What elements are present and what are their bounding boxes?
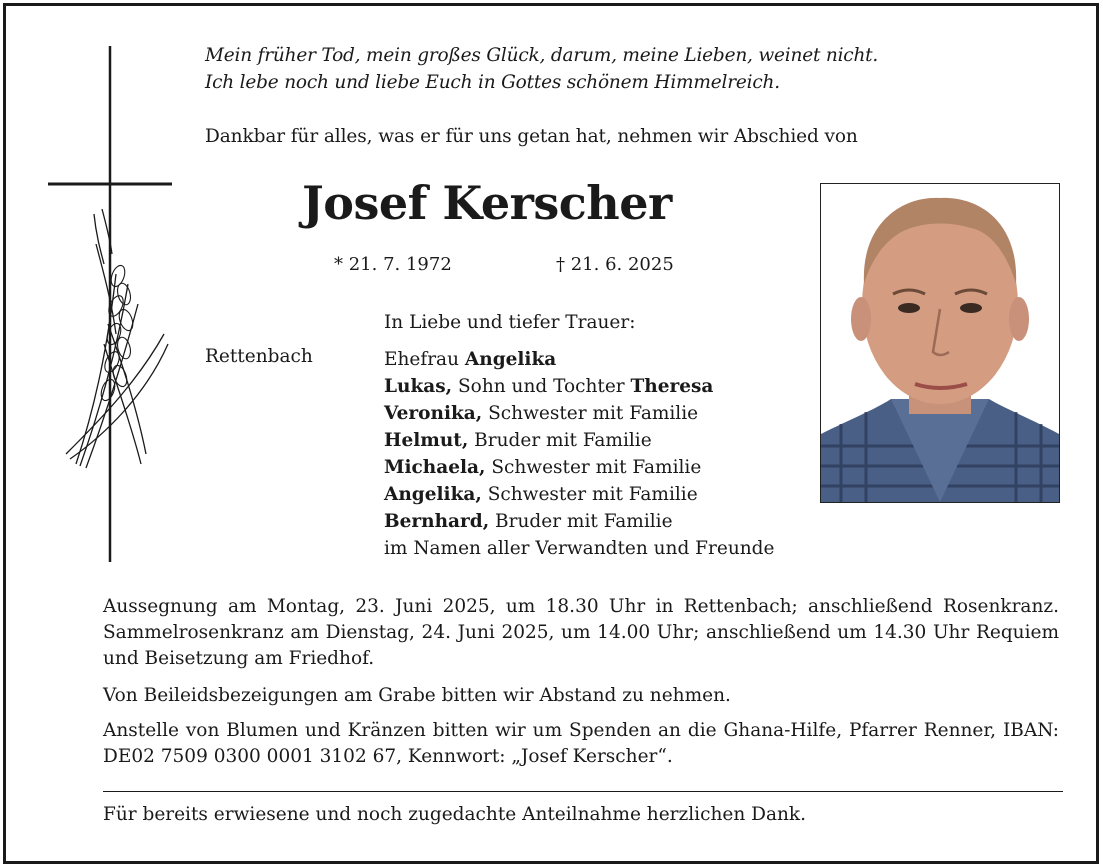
- farewell-intro: Dankbar für alles, was er für uns getan hat, nehmen wir Abschied von: [205, 126, 858, 147]
- verse-line-2: Ich lebe noch und liebe Euch in Gottes schönem Himmelreich.: [205, 72, 780, 93]
- portrait-photo: [820, 183, 1060, 503]
- mourning-place: Rettenbach: [205, 346, 313, 367]
- divider: [103, 791, 1063, 792]
- mourner-line: Ehefrau Angelika: [384, 349, 557, 370]
- portrait-icon: [821, 184, 1059, 502]
- final-thanks: Für bereits erwiesene und noch zugedachte Anteilnahme herzlichen Dank.: [103, 804, 806, 825]
- donation-request: Anstelle von Blumen und Kränzen bitten wir um Spenden an die Ghana-Hilfe, Pfarrer Renner, IBAN: DE02 7509 0300 0001 3102 67, Kennwort: „Josef Kerscher“.: [103, 720, 1059, 767]
- verse-line-1: Mein früher Tod, mein großes Glück, darum, meine Lieben, weinet nicht.: [205, 45, 879, 66]
- obituary-notice: [3, 3, 1099, 864]
- birth-date: * 21. 7. 1972: [334, 254, 452, 275]
- mourner-closing: im Namen aller Verwandten und Freunde: [384, 538, 775, 559]
- mourner-line: Lukas, Sohn und Tochter Theresa: [384, 376, 714, 397]
- mourning-heading: In Liebe und tiefer Trauer:: [384, 312, 636, 333]
- mourner-line: Helmut, Bruder mit Familie: [384, 430, 652, 451]
- service-details: Aussegnung am Montag, 23. Juni 2025, um 18.30 Uhr in Rettenbach; anschließend Rosenkranz. Sammelrosenkranz am Dienstag, 24. Juni 2025, um 14.00 Uhr; anschließend um 14.30 Uhr Requiem und Beisetzung am Friedhof.: [103, 596, 1059, 669]
- memorial-verse: [205, 42, 1085, 96]
- mourner-line: Veronika, Schwester mit Familie: [384, 403, 699, 424]
- deceased-name: Josef Kerscher: [302, 176, 672, 230]
- mourner-line: Angelika, Schwester mit Familie: [384, 484, 698, 505]
- mourners-list: [384, 346, 774, 562]
- death-date: † 21. 6. 2025: [556, 254, 674, 275]
- condolence-note: Von Beileidsbezeigungen am Grabe bitten wir Abstand zu nehmen.: [103, 685, 731, 706]
- mourner-line: Michaela, Schwester mit Familie: [384, 457, 702, 478]
- mourner-line: Bernhard, Bruder mit Familie: [384, 511, 673, 532]
- cross-with-wheat-icon: [46, 44, 176, 564]
